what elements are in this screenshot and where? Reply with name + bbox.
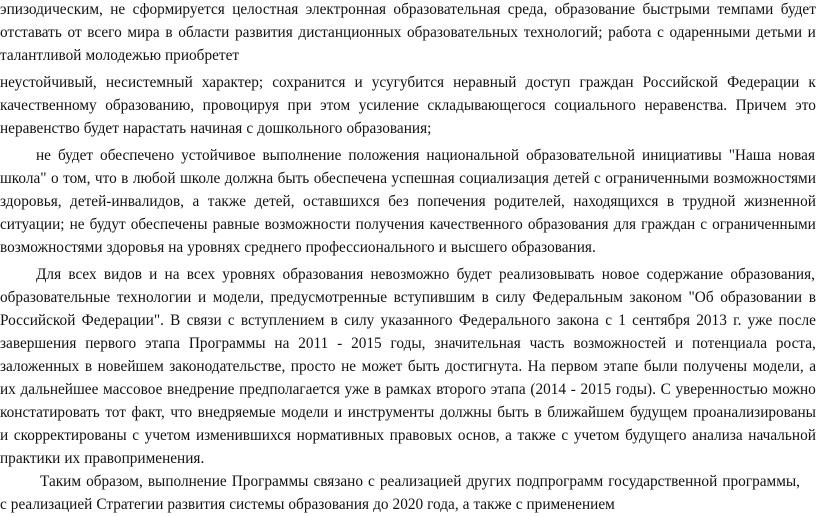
word: "Об xyxy=(688,289,714,306)
word: неравный xyxy=(453,74,517,91)
word: были xyxy=(643,358,678,375)
word: сформируется xyxy=(132,1,225,18)
word: неравенство xyxy=(0,120,80,137)
word: в xyxy=(808,289,816,306)
word: учетом xyxy=(144,427,191,444)
word: возможностями xyxy=(0,239,103,256)
word: возможности xyxy=(264,216,351,233)
word: граждан xyxy=(579,74,634,91)
word: закона xyxy=(556,312,599,329)
word: Для xyxy=(36,266,62,283)
text-line xyxy=(0,71,816,94)
word: применением xyxy=(526,496,615,513)
word: будет xyxy=(456,266,492,283)
word: школа" xyxy=(0,170,47,187)
word: правоприменения. xyxy=(84,450,205,467)
word: На xyxy=(527,358,546,375)
word: их xyxy=(0,381,16,398)
word: одаренными xyxy=(669,24,751,41)
word: будущем xyxy=(629,404,688,421)
word: неравенства. xyxy=(644,97,728,114)
word: ограниченными xyxy=(712,216,816,233)
word: достигнута. xyxy=(445,358,523,375)
word: дальнейшее xyxy=(20,381,99,398)
word: что xyxy=(94,170,117,187)
word: равные xyxy=(212,216,260,233)
word: государственной xyxy=(608,473,718,490)
word: характер; xyxy=(201,74,264,91)
text-line xyxy=(0,21,816,44)
word: а xyxy=(462,496,470,513)
word: предусмотренные xyxy=(270,289,388,306)
word: образовательные xyxy=(0,289,111,306)
word: всех xyxy=(68,266,97,283)
word: (2014 xyxy=(530,381,567,398)
word: будет xyxy=(57,147,94,164)
word: детей-инвалидов, xyxy=(70,193,184,210)
word: уже xyxy=(747,312,773,329)
word: усугубится xyxy=(371,74,445,91)
word: отставать xyxy=(0,24,62,41)
word: развития xyxy=(234,24,293,41)
text-line xyxy=(40,470,800,493)
word: этом xyxy=(320,97,351,114)
word: скорректированы xyxy=(13,427,127,444)
word: - xyxy=(337,335,343,352)
word: и xyxy=(354,74,363,91)
word: реализовывать xyxy=(498,266,595,283)
word: талантливой xyxy=(0,47,82,64)
word: их xyxy=(64,450,81,467)
word: уровнях xyxy=(222,266,276,283)
word: здоровья, xyxy=(0,193,62,210)
word: в xyxy=(165,24,173,41)
word: целостная xyxy=(232,1,299,18)
word: и xyxy=(438,239,447,256)
word: и xyxy=(149,266,158,283)
word: обеспечены xyxy=(130,216,208,233)
word: 2015 xyxy=(580,381,612,398)
word: новое xyxy=(601,266,640,283)
word: возможностями xyxy=(713,170,816,187)
word: не xyxy=(69,216,85,233)
word: школе xyxy=(179,170,221,187)
word: в xyxy=(666,193,675,210)
word: 2011 xyxy=(298,335,329,352)
text-line xyxy=(0,332,816,355)
word: года, xyxy=(427,496,459,513)
word: в xyxy=(121,170,129,187)
word: и xyxy=(334,404,343,421)
word: неустойчивый, xyxy=(0,74,97,91)
word: этапа xyxy=(145,335,181,352)
word: с xyxy=(0,496,7,513)
word: попечения xyxy=(417,193,486,210)
word: и xyxy=(197,289,207,306)
word: "Наша xyxy=(728,147,772,164)
word: сохранится xyxy=(272,74,346,91)
word: Федерального xyxy=(458,312,551,329)
word: том, xyxy=(63,170,91,187)
word: просто xyxy=(290,358,336,375)
word: среднего xyxy=(244,239,302,256)
word: а xyxy=(809,358,816,375)
word: рамках xyxy=(385,381,432,398)
text-line xyxy=(0,493,619,516)
word: детей, xyxy=(254,193,295,210)
word: образования xyxy=(282,266,364,283)
word: с xyxy=(700,216,708,233)
word: быстрыми xyxy=(642,1,710,18)
word: до xyxy=(373,496,389,513)
word: приобретет xyxy=(165,47,240,64)
word: можно xyxy=(772,381,816,398)
word: законом xyxy=(629,289,682,306)
word: также xyxy=(473,496,512,513)
word: жизненной xyxy=(743,193,816,210)
word: здоровья xyxy=(106,239,165,256)
word: находящихся xyxy=(573,193,659,210)
word: тот xyxy=(105,404,126,421)
word: устойчивое xyxy=(181,147,256,164)
word: положения xyxy=(348,147,420,164)
word: трудной xyxy=(682,193,736,210)
word: с xyxy=(227,312,235,329)
word: образования. xyxy=(511,239,596,256)
word: внедрение xyxy=(167,381,235,398)
word: с xyxy=(657,24,664,41)
word: молодежью xyxy=(85,47,161,64)
word: эпизодическим, xyxy=(0,1,103,18)
word: заложенных xyxy=(0,358,80,375)
word: анализа xyxy=(692,427,743,444)
word: годы, xyxy=(390,335,426,352)
word: дошкольного xyxy=(257,120,343,137)
word: с xyxy=(132,427,140,444)
word: что xyxy=(170,404,193,421)
text-line xyxy=(0,94,816,117)
text-line xyxy=(0,0,816,21)
word: образования xyxy=(288,496,370,513)
word: модели, xyxy=(752,358,804,375)
word: инициативы xyxy=(642,147,722,164)
word: 1 xyxy=(618,312,626,329)
word: связано xyxy=(313,473,363,490)
word: дистанционных xyxy=(298,24,402,41)
word: темпами xyxy=(717,1,774,18)
word: детей xyxy=(553,170,590,187)
word: вступлением xyxy=(240,312,325,329)
word: технологий; xyxy=(523,24,603,41)
word: среда, xyxy=(507,1,548,18)
word: с xyxy=(593,170,601,187)
word: часть xyxy=(529,335,565,352)
word: будет xyxy=(780,1,816,18)
word: также xyxy=(207,193,247,210)
word: Федерации". xyxy=(81,312,164,329)
word: факт, xyxy=(131,404,165,421)
word: для xyxy=(613,216,637,233)
word: образования xyxy=(527,216,609,233)
word: нормативных xyxy=(296,427,385,444)
word: в xyxy=(330,312,338,329)
word: с xyxy=(246,120,254,137)
word: с xyxy=(368,473,375,490)
word: образованию, xyxy=(105,97,195,114)
word: Программы xyxy=(231,473,309,490)
word: роста, xyxy=(775,335,816,352)
word: С xyxy=(660,381,671,398)
text-line xyxy=(0,236,600,259)
word: должны xyxy=(439,404,492,421)
word: 2020 xyxy=(392,496,424,513)
word: реализацией xyxy=(10,496,93,513)
word: этапе xyxy=(603,358,639,375)
word: правовых xyxy=(389,427,453,444)
word: образование xyxy=(554,1,636,18)
word: с xyxy=(605,312,612,329)
text-line xyxy=(0,447,208,470)
word: образовательная xyxy=(393,1,501,18)
word: о xyxy=(51,170,59,187)
word: законодательстве, xyxy=(169,358,286,375)
word: это xyxy=(795,97,816,114)
text-line xyxy=(0,286,816,309)
word: технологии xyxy=(116,289,192,306)
word: не xyxy=(341,358,357,375)
word: начальной xyxy=(748,427,816,444)
word: первом xyxy=(551,358,598,375)
word: начиная xyxy=(190,120,243,137)
word: а xyxy=(192,193,200,210)
word: изменившихся xyxy=(195,427,292,444)
word: профессионального xyxy=(305,239,435,256)
word: внедряемые xyxy=(197,404,276,421)
word: сентября xyxy=(632,312,691,329)
word: выполнение xyxy=(147,473,227,490)
word: предполагается xyxy=(239,381,340,398)
word: первого xyxy=(85,335,137,352)
text-line xyxy=(36,144,815,167)
word: родителей, xyxy=(494,193,565,210)
word: образом, xyxy=(86,473,143,490)
word: основ, xyxy=(457,427,500,444)
word: второго xyxy=(436,381,487,398)
word: Причем xyxy=(735,97,787,114)
word: модели, xyxy=(212,289,264,306)
word: Таким xyxy=(40,473,82,490)
word: подпрограмм xyxy=(516,473,604,490)
word: инструменты xyxy=(347,404,435,421)
word: складывающегося xyxy=(427,97,546,114)
text-line xyxy=(0,378,816,401)
word: к xyxy=(808,74,816,91)
word: провоцируя xyxy=(202,97,280,114)
word: указанного xyxy=(380,312,453,329)
word: получения xyxy=(355,216,425,233)
word: будет xyxy=(83,120,119,137)
word: на xyxy=(274,335,290,352)
word: - xyxy=(570,381,576,398)
word: содержание xyxy=(646,266,724,283)
word: ситуации; xyxy=(0,216,65,233)
word: не xyxy=(110,1,126,18)
word: детьми xyxy=(755,24,803,41)
word: быть xyxy=(407,358,440,375)
text-line xyxy=(0,117,435,140)
text-line xyxy=(0,401,816,424)
word: видов xyxy=(103,266,142,283)
word: образовании xyxy=(720,289,803,306)
word: в xyxy=(84,358,93,375)
word: нарастать xyxy=(122,120,187,137)
word: работа xyxy=(608,24,652,41)
text-line xyxy=(36,263,815,286)
word: 2013 xyxy=(696,312,727,329)
word: с xyxy=(561,427,569,444)
word: образовательных xyxy=(407,24,519,41)
word: должна xyxy=(224,170,274,187)
word: несистемный xyxy=(105,74,193,91)
text-line xyxy=(0,424,816,447)
word: всего xyxy=(87,24,122,41)
word: ограниченными xyxy=(605,170,709,187)
word: области xyxy=(178,24,230,41)
word: уровнях xyxy=(187,239,241,256)
word: Программы xyxy=(188,335,266,352)
word: программы, xyxy=(722,473,800,490)
word: может xyxy=(361,358,403,375)
word: практики xyxy=(0,450,61,467)
word: в xyxy=(481,289,489,306)
word: новейшем xyxy=(97,358,164,375)
word: усиление xyxy=(358,97,419,114)
word: системы xyxy=(229,496,285,513)
word: учетом xyxy=(573,427,620,444)
word: электронная xyxy=(305,1,387,18)
word: вступившим xyxy=(393,289,475,306)
word: а xyxy=(505,427,512,444)
word: национальной xyxy=(426,147,520,164)
word: уже xyxy=(344,381,370,398)
text-line xyxy=(0,167,816,190)
word: новая xyxy=(778,147,815,164)
word: без xyxy=(388,193,409,210)
word: будущего xyxy=(625,427,687,444)
word: будут xyxy=(89,216,126,233)
word: получены xyxy=(683,358,748,375)
word: Стратегии xyxy=(96,496,164,513)
word: значительная xyxy=(434,335,521,352)
word: высшего xyxy=(450,239,508,256)
word: образования; xyxy=(346,120,432,137)
word: граждан xyxy=(641,216,696,233)
word: Федерации xyxy=(727,74,800,91)
word: на xyxy=(168,239,184,256)
word: образования, xyxy=(730,266,815,283)
word: В xyxy=(170,312,181,329)
word: Федеральным xyxy=(532,289,623,306)
word: также xyxy=(517,427,556,444)
word: обеспечено xyxy=(100,147,175,164)
word: с xyxy=(515,496,523,513)
word: после xyxy=(778,312,816,329)
word: г. xyxy=(733,312,742,329)
word: успешная xyxy=(391,170,455,187)
text-line xyxy=(0,309,816,332)
word: других xyxy=(466,473,512,490)
word: на xyxy=(164,266,180,283)
word: оставшихся xyxy=(303,193,380,210)
word: проанализированы xyxy=(692,404,816,421)
word: возможностей xyxy=(573,335,667,352)
word: в xyxy=(373,381,382,398)
word: годы). xyxy=(615,381,656,398)
word: силу xyxy=(344,312,375,329)
word: качественного xyxy=(429,216,523,233)
word: уверенностью xyxy=(675,381,768,398)
word: невозможно xyxy=(370,266,450,283)
word: всех xyxy=(186,266,216,283)
text-line xyxy=(0,213,816,236)
text-line xyxy=(0,355,816,378)
word: Российской xyxy=(642,74,719,91)
word: обеспечена xyxy=(313,170,387,187)
word: социализация xyxy=(459,170,549,187)
text-line xyxy=(0,44,243,67)
word: при xyxy=(287,97,312,114)
word: в xyxy=(534,404,542,421)
word: массовое xyxy=(103,381,163,398)
word: качественному xyxy=(0,97,97,114)
word: развития xyxy=(167,496,226,513)
word: доступ xyxy=(525,74,571,91)
word: социального xyxy=(554,97,636,114)
word: реализацией xyxy=(379,473,462,490)
word: быть xyxy=(497,404,529,421)
word: силу xyxy=(495,289,526,306)
word: любой xyxy=(132,170,176,187)
word: и xyxy=(807,24,816,41)
word: Российской xyxy=(0,312,76,329)
word: связи xyxy=(186,312,222,329)
word: этапа xyxy=(490,381,526,398)
word: и xyxy=(675,335,684,352)
word: и xyxy=(0,427,9,444)
word: мира xyxy=(127,24,160,41)
text-line xyxy=(0,190,816,213)
word: не xyxy=(36,147,51,164)
word: быть xyxy=(277,170,310,187)
word: модели xyxy=(281,404,329,421)
word: потенциала xyxy=(692,335,768,352)
word: ближайшем xyxy=(547,404,625,421)
word: выполнение xyxy=(262,147,342,164)
word: 2015 xyxy=(351,335,382,352)
word: образовательной xyxy=(526,147,636,164)
word: от xyxy=(67,24,82,41)
word: констатировать xyxy=(0,404,100,421)
word: завершения xyxy=(0,335,77,352)
